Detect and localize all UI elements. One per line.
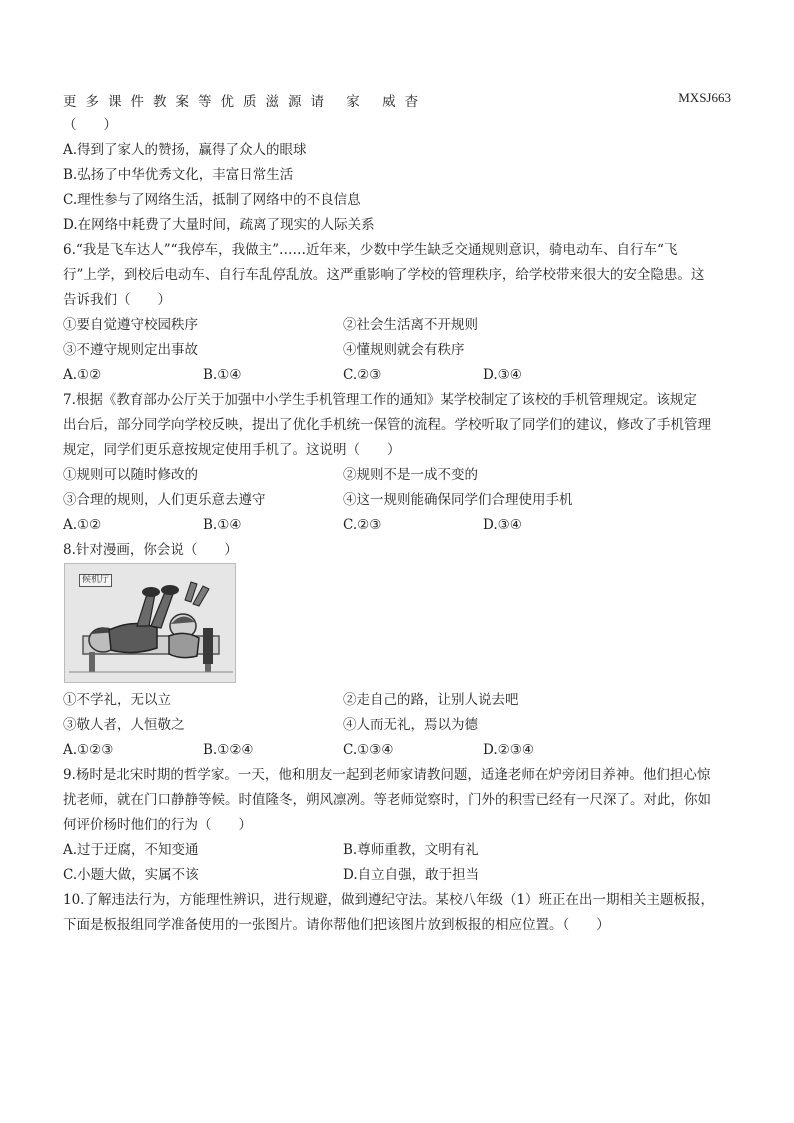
page-header (63, 90, 731, 108)
q9-stem-line3: 何评价杨时他们的行为（ ） (63, 817, 252, 833)
q9-stem-line1: 9.杨时是北宋时期的哲学家。一天，他和朋友一起到老师家请教问题，适逢老师在炉旁闭目养神。他们担心惊 (63, 767, 711, 783)
q6-option-a: A.①② (63, 367, 102, 383)
q6-statement-3: ③不遵守规则定出事故 (63, 342, 198, 358)
q6-statement-1: ①要自觉遵守校园秩序 (63, 317, 198, 333)
q6-stem-line1: 6.“我是飞车达人”“我停车，我做主”……近年来，少数中学生缺乏交通规则意识，骑电动车、自行车“飞 (63, 242, 678, 258)
q7-option-c: C.②③ (343, 517, 382, 533)
q6-option-d: D.③④ (483, 367, 522, 383)
q5-bracket: （ ） (63, 117, 117, 133)
q7-statement-4: ④这一规则能确保同学们合理使用手机 (343, 492, 573, 508)
q7-stem-line2: 出台后，部分同学向学校反映，提出了优化手机统一保管的流程。学校听取了同学们的建议，修改了手机管理 (63, 417, 711, 433)
q6-option-c: C.②③ (343, 367, 382, 383)
q8-option-b: B.①②④ (203, 742, 254, 758)
q5-option-b: B.弘扬了中华优秀文化，丰富日常生活 (63, 167, 294, 183)
q9-stem-line2: 扰老师，就在门口静静等候。时值隆冬，朔风凛冽。等老师觉察时，门外的积雪已经有一尺深了。对此，你如 (63, 792, 711, 808)
q8-option-c: C.①③④ (343, 742, 394, 758)
q7-stem-line1: 7.根据《教育部办公厅关于加强中小学生手机管理工作的通知》某学校制定了该校的手机管理规定。该规定 (63, 392, 697, 408)
q6-statement-2: ②社会生活离不开规则 (343, 317, 478, 333)
q8-stem-line1: 8.针对漫画，你会说（ ） (63, 542, 238, 558)
q9-option-d: D.自立自强，敢于担当 (343, 867, 480, 883)
q5-option-a: A.得到了家人的赞扬，赢得了众人的眼球 (63, 142, 307, 158)
q8-statement-2: ②走自己的路，让别人说去吧 (343, 692, 519, 708)
q6-option-b: B.①④ (203, 367, 242, 383)
q5-option-c: C.理性参与了网络生活，抵制了网络中的不良信息 (63, 192, 361, 208)
q7-statement-3: ③合理的规则，人们更乐意去遵守 (63, 492, 266, 508)
q9-option-c: C.小题大做，实属不该 (63, 867, 199, 883)
q6-stem-line3: 告诉我们（ ） (63, 292, 171, 308)
header-promo-text: 更多课件教案等优质滋源请 家 威杳 (63, 94, 428, 110)
q7-stem-line3: 规定，同学们更乐意按规定使用手机了。这说明（ ） (63, 442, 401, 458)
header-code: MXSJ663 (678, 90, 731, 105)
q8-statement-1: ①不学礼，无以立 (63, 692, 171, 708)
cartoon-sign: 候机厅 (79, 574, 112, 587)
q5-option-d: D.在网络中耗费了大量时间，疏离了现实的人际关系 (63, 217, 375, 233)
q7-option-b: B.①④ (203, 517, 242, 533)
q8-cartoon-image (64, 563, 236, 683)
q8-statement-4: ④人而无礼，焉以为德 (343, 717, 478, 733)
q10-stem-line2: 下面是板报组同学准备使用的一张图片。请你帮他们把该图片放到板报的相应位置。（ ） (63, 917, 610, 933)
q6-stem-line2: 行”上学，到校后电动车、自行车乱停乱放。这严重影响了学校的管理秩序，给学校带来很大的安全隐患。这 (63, 267, 705, 283)
q7-statement-2: ②规则不是一成不变的 (343, 467, 478, 483)
q6-statement-4: ④懂规则就会有秩序 (343, 342, 465, 358)
q8-option-d: D.②③④ (483, 742, 534, 758)
q8-option-a: A.①②③ (63, 742, 114, 758)
q8-statement-3: ③敬人者，人恒敬之 (63, 717, 185, 733)
q10-stem-line1: 10.了解违法行为，方能理性辨识，进行规避，做到遵纪守法。某校八年级（1）班正在出一期相关主题板报， (63, 892, 715, 908)
q9-option-a: A.过于迂腐，不知变通 (63, 842, 199, 858)
q7-option-d: D.③④ (483, 517, 522, 533)
q7-statement-1: ①规则可以随时修改的 (63, 467, 198, 483)
q9-option-b: B.尊师重教，文明有礼 (343, 842, 479, 858)
q7-option-a: A.①② (63, 517, 102, 533)
